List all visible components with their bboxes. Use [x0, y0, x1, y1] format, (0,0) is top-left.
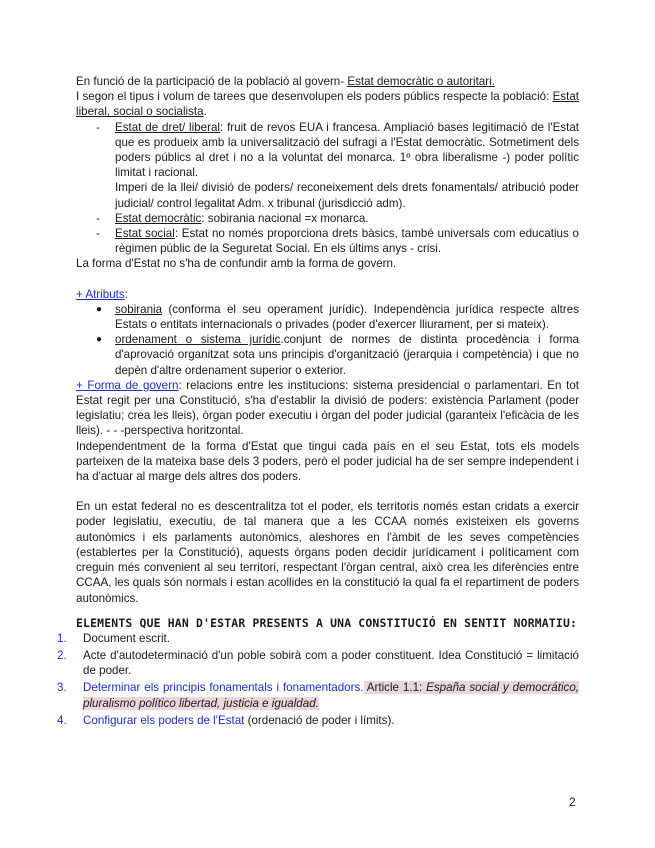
term-estat-social: Estat social: [115, 227, 175, 241]
highlight-article: Article 1.1:: [363, 681, 427, 695]
estat-democratic-link[interactable]: Estat democràtic o autoritari.: [347, 75, 495, 88]
estat-liberal-link[interactable]: Estat liberal, social o socialista: [76, 90, 579, 119]
list-item-estat-democratic: - Estat democràtic: sobirania nacional =x monarca.: [96, 211, 369, 225]
list-item-principis: 3. Determinar els principis fonamentals i fonamentadors. Article 1.1: España social y democrático, pluralismo político libertad, justicia e igualdad.: [57, 681, 580, 710]
term-ordenament: ordenament o sistema jurídic: [115, 333, 281, 347]
paragraph-tarees: I segon el tipus i volum de tarees que desenvolupen els poders públics respecte la població: Estat liberal, social o socialista.: [76, 90, 579, 119]
atributs-heading: + Atributs:: [76, 287, 128, 301]
bullet-marker: ●: [96, 303, 103, 315]
document-body: [57, 74, 580, 730]
estat-types-list: [76, 120, 579, 257]
highlight-quote: España social y democrático, pluralismo político libertad, justicia e igualdad.: [83, 681, 580, 710]
forma-govern-link[interactable]: + Forma de govern: [76, 378, 179, 392]
paragraph-estat-federal: En un estat federal no es descentralitza tot el poder, els territoris només estan cridats a exercir poder legislatiu, executiu, de tal manera que a les CCAA només existeixen els governs autonòmics i els parlaments autonòmics, aleshores en l'àmbit de les seves competències (establertes per la Constitució), aquests òrgans poden decidir jurídicament i políticament com creguin més convenient al seu territori, respectant l'òrgan central, això crea les diferències entre CCAA, les quals són normals i estan acollides en la constitució la qual fa el repartiment de poders autonòmics.: [76, 500, 579, 605]
dash-marker: -: [96, 120, 100, 134]
dash-marker: -: [96, 211, 100, 225]
list-item-estat-dret: - Estat de dret/ liberal: fruit de revos EUA i francesa. Ampliació bases legitimació de l'Estat que es produeix amb la universalització del sufragi a l'Estat democràtic. Sotmetiment dels poders públics al dret i no a la voluntat del monarca. 1º obra liberalisme -) poder polític limitat i racional. Imperi de la llei/ divisió de poders/ reconeixement dels drets fonamentals/ atribució poder judicial/ control legalitat Adm. x tribunal (jurisdicció adm).: [96, 120, 579, 210]
term-estat-democratic: Estat democràtic: [115, 211, 202, 225]
term-sobirania: sobirania: [115, 302, 163, 316]
atributs-list: [76, 302, 579, 378]
paragraph-text: En funció de la participació de la població al govern-: [76, 75, 348, 88]
principis-link[interactable]: Determinar els principis fonamentals i fonamentadors.: [83, 681, 364, 695]
paragraph-text: I segon el tipus i volum de tarees que desenvolupen els poders públics respecte la població:: [76, 90, 553, 104]
list-item-sobirania: ● sobirania (conforma el seu operament jurídic). Independència jurídica respecte altres Estats o entitats internacionals o privades (poder d'exercer lliurament, per si mateix).: [96, 302, 579, 332]
list-item-autodeterminacio: 2. Acte d'autodeterminació d'un poble sobirà com a poder constituent. Idea Constitució = limitació de poder.: [57, 648, 579, 678]
page-number: 2: [569, 795, 576, 809]
paragraph-independentment: Independentment de la forma d'Estat que tingui cada país en el seu Estat, tots els models parteixen de la mateixa base dels 3 poders, però el poder judicial ha de ser sempre independent i ha d'actuar al marge dels altres dos poders.: [76, 439, 579, 484]
term-estat-dret: Estat de dret/ liberal: [115, 120, 220, 134]
list-item-poders: 4. Configurar els poders de l'Estat (ordenació de poder i límits).: [57, 713, 395, 727]
dash-marker: -: [96, 227, 100, 241]
list-item-ordenament: ● ordenament o sistema jurídic.conjunt de normes de distinta procedència i forma d'aprovació organitzat sota uns principis d'organització (jerarquia i competència) i que no depèn d'altre ordenament superior o exterior.: [96, 333, 579, 377]
list-item-estat-social: - Estat social: Estat no només proporciona drets bàsics, també universals com educatius o règimen públic de la Seguretat Social. En els últims anys - crisi.: [96, 227, 579, 256]
paragraph-forma-govern: + Forma de govern: relacions entre les institucions: sistema presidencial o parlamentari. En tot Estat regit per una Constitució, s'ha d'establir la divisió de poders: existència Parlament (poder legislatiu; crea les lleis), òrgan poder executiu i òrgan del poder judicial (garanteix l'eficàcia de les lleis). - - -perspectiva horitzontal.: [76, 378, 579, 438]
bullet-marker: ●: [96, 334, 103, 346]
atributs-link[interactable]: + Atributs: [76, 287, 125, 301]
estat-dret-extra: Imperi de la llei/ divisió de poders/ reconeixement dels drets fonamentals/ atribució poder judicial/ control legalitat Adm. x tribunal (jurisdicció adm).: [115, 181, 579, 210]
list-item-document: 1. Document escrit.: [57, 631, 170, 645]
paragraph-forma-estat: La forma d'Estat no s'ha de confundir amb la forma de govern.: [76, 257, 397, 271]
elements-list: [57, 631, 580, 728]
paragraph-participation: [76, 74, 579, 89]
section-heading: ELEMENTS QUE HAN D'ESTAR PRESENTS A UNA CONSTITUCIÓ EN SENTIT NORMATIU:: [76, 615, 578, 630]
poders-link[interactable]: Configurar els poders de l'Estat: [83, 713, 245, 727]
